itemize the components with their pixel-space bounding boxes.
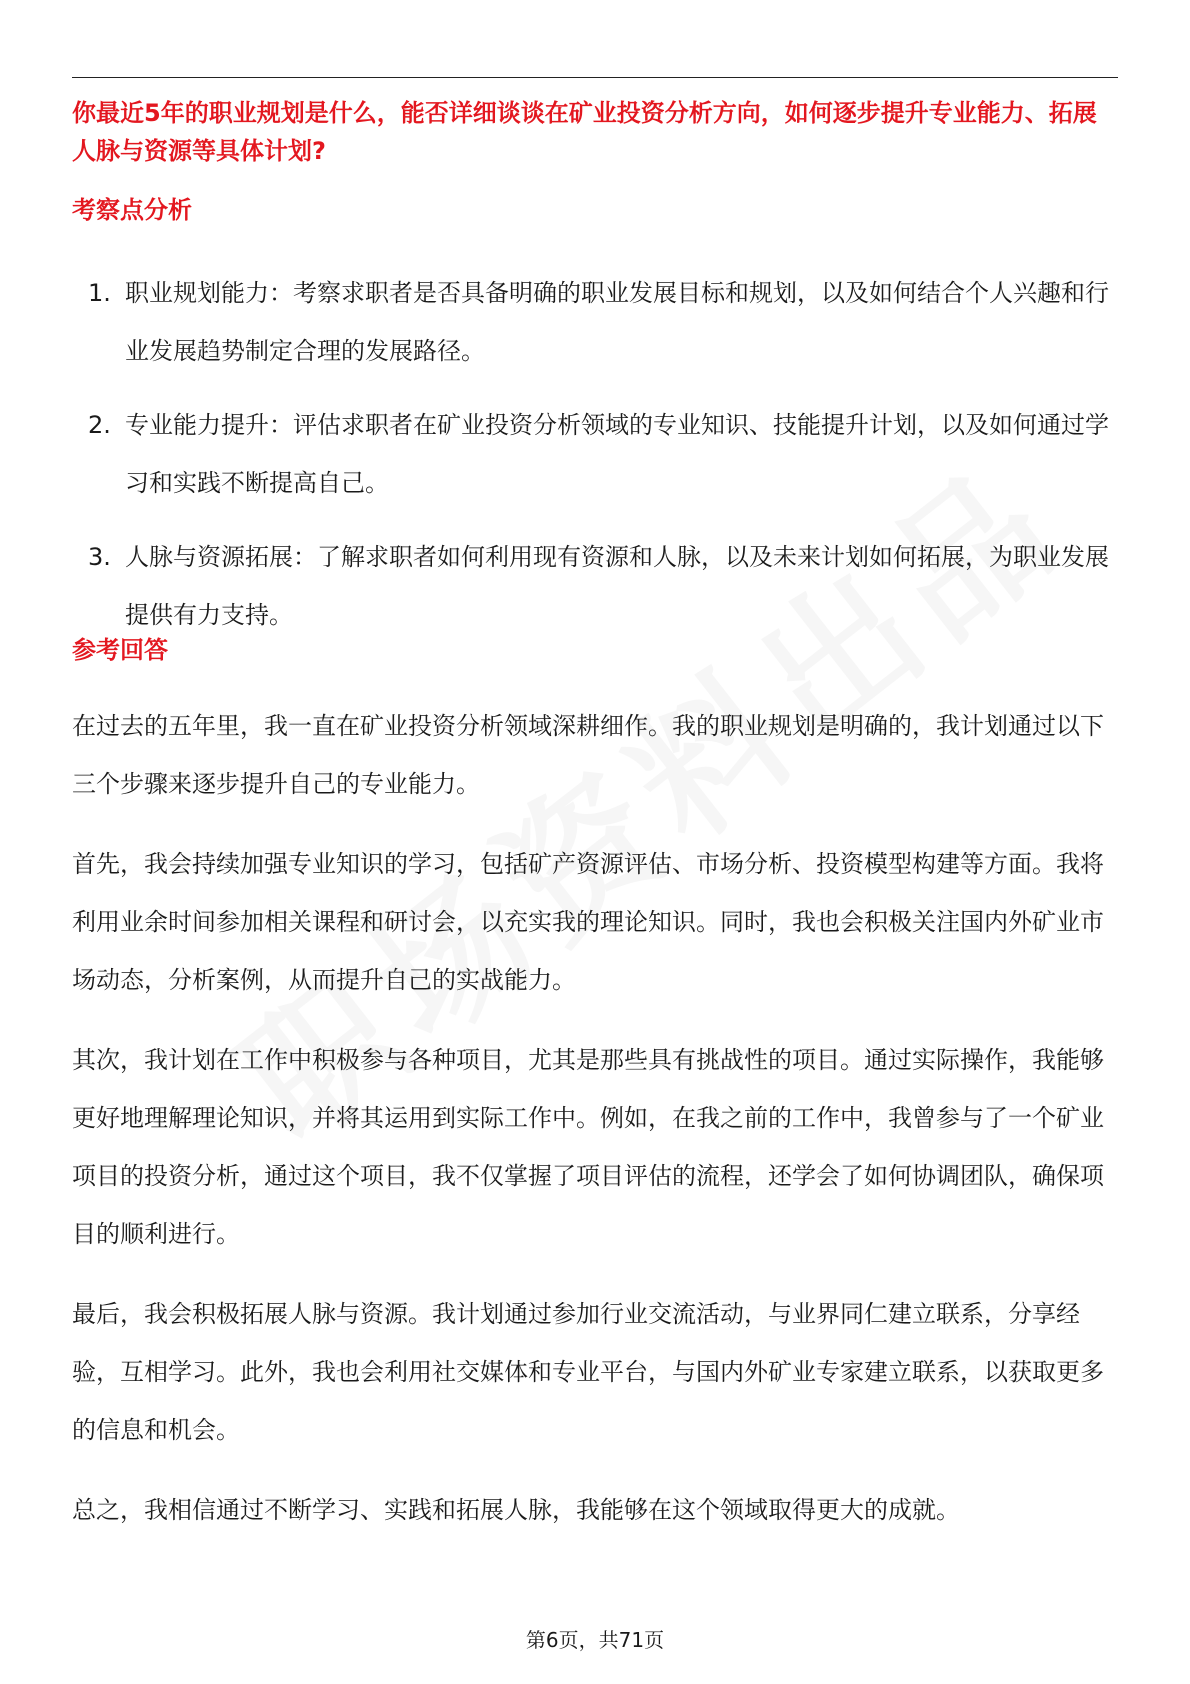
answer-body	[72, 697, 1122, 1561]
point-number: 1.	[88, 279, 111, 307]
point-number: 2.	[88, 411, 111, 439]
answer-paragraph: 首先，我会持续加强专业知识的学习，包括矿产资源评估、市场分析、投资模型构建等方面。我将利用业余时间参加相关课程和研讨会，以充实我的理论知识。同时，我也会积极关注国内外矿业市场动态，分析案例，从而提升自己的实战能力。	[72, 850, 1104, 994]
analysis-point	[80, 264, 1120, 380]
answer-paragraph: 其次，我计划在工作中积极参与各种项目，尤其是那些具有挑战性的项目。通过实际操作，我能够更好地理解理论知识，并将其运用到实际工作中。例如，在我之前的工作中，我曾参与了一个矿业项目的投资分析，通过这个项目，我不仅掌握了项目评估的流程，还学会了如何协调团队，确保项目的顺利进行。	[72, 1046, 1104, 1248]
top-divider	[72, 77, 1118, 78]
point-text: 专业能力提升：评估求职者在矿业投资分析领域的专业知识、技能提升计划，以及如何通过学习和实践不断提高自己。	[125, 411, 1109, 497]
answer-paragraph: 总之，我相信通过不断学习、实践和拓展人脉，我能够在这个领域取得更大的成就。	[72, 1496, 960, 1524]
page-number-footer: 第6页，共71页	[525, 1628, 665, 1652]
answer-paragraph: 在过去的五年里，我一直在矿业投资分析领域深耕细作。我的职业规划是明确的，我计划通过以下三个步骤来逐步提升自己的专业能力。	[72, 712, 1104, 798]
analysis-points-list	[80, 264, 1120, 660]
analysis-point	[80, 528, 1120, 644]
point-text: 人脉与资源拓展：了解求职者如何利用现有资源和人脉，以及未来计划如何拓展，为职业发展提供有力支持。	[125, 543, 1109, 629]
analysis-heading: 考察点分析	[72, 196, 192, 224]
analysis-point	[80, 396, 1120, 512]
question-title: 你最近5年的职业规划是什么，能否详细谈谈在矿业投资分析方向，如何逐步提升专业能力、拓展人脉与资源等具体计划?	[72, 99, 1097, 165]
point-text: 职业规划能力：考察求职者是否具备明确的职业发展目标和规划，以及如何结合个人兴趣和行业发展趋势制定合理的发展路径。	[125, 279, 1109, 365]
answer-heading: 参考回答	[72, 636, 168, 664]
point-number: 3.	[88, 543, 111, 571]
answer-paragraph: 最后，我会积极拓展人脉与资源。我计划通过参加行业交流活动，与业界同仁建立联系，分享经验，互相学习。此外，我也会利用社交媒体和专业平台，与国内外矿业专家建立联系，以获取更多的信息和机会。	[72, 1300, 1104, 1444]
